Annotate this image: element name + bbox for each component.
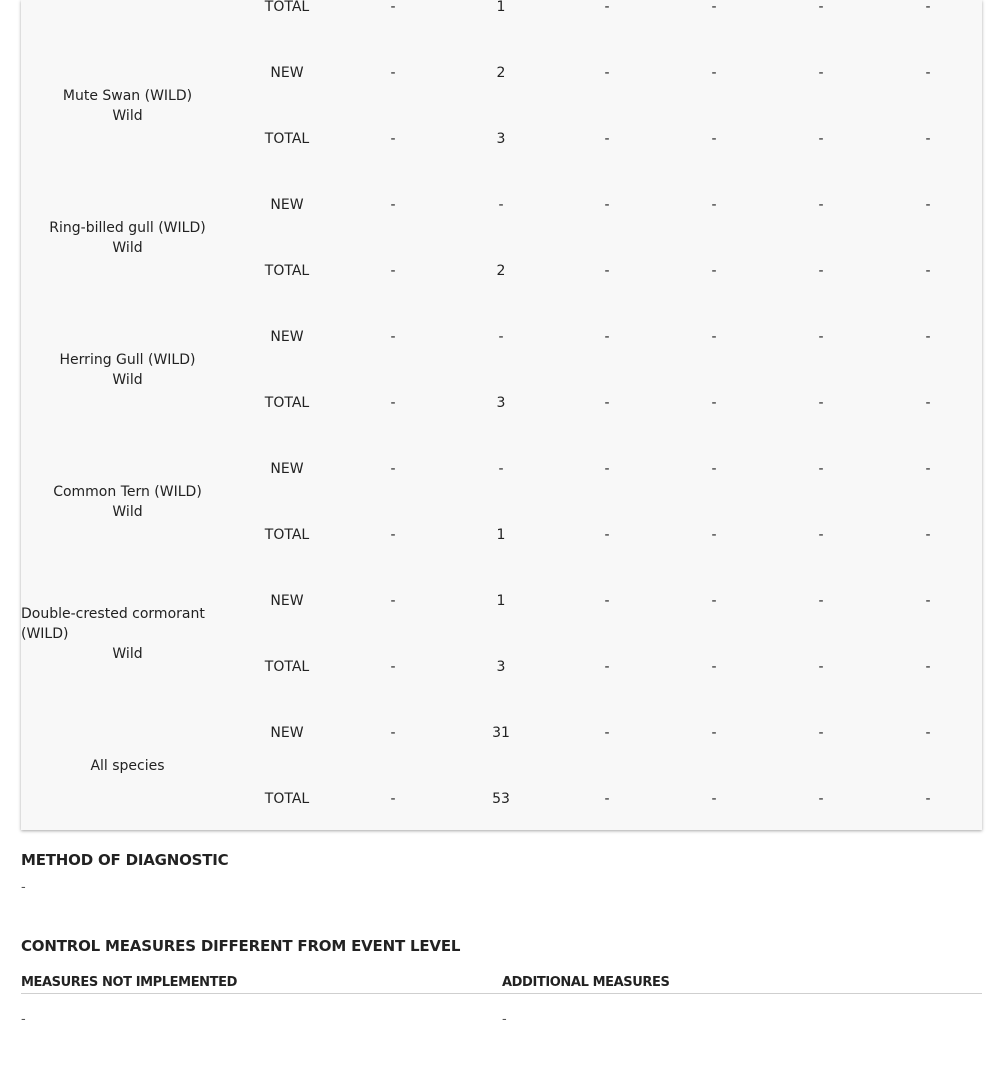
count-cell: -	[925, 329, 931, 345]
count-cell: -	[604, 197, 610, 213]
count-cell: -	[818, 263, 824, 279]
count-cell: -	[711, 461, 717, 477]
row-type-label: TOTAL	[264, 791, 310, 807]
species-cell	[21, 218, 234, 258]
count-cell: -	[818, 725, 824, 741]
row-type-label: NEW	[270, 65, 304, 81]
count-cell: -	[604, 593, 610, 609]
count-cell: 3	[496, 131, 506, 147]
species-category: Wild	[112, 372, 143, 388]
count-cell: -	[711, 65, 717, 81]
count-cell: -	[711, 791, 717, 807]
count-cell: -	[925, 0, 931, 15]
count-cell: -	[818, 791, 824, 807]
count-cell: -	[818, 65, 824, 81]
species-category: Wild	[112, 646, 143, 662]
count-cell: -	[925, 791, 931, 807]
count-cell: 2	[496, 263, 506, 279]
count-cell: -	[925, 395, 931, 411]
count-cell: -	[390, 791, 396, 807]
count-cell: 2	[496, 65, 506, 81]
measures-not-implemented-label: MEASURES NOT IMPLEMENTED	[21, 975, 238, 990]
count-cell: -	[818, 0, 824, 15]
count-cell: -	[711, 197, 717, 213]
row-type-label: NEW	[270, 461, 304, 477]
species-cell	[21, 482, 234, 522]
count-cell: -	[604, 131, 610, 147]
row-type-label: TOTAL	[264, 395, 310, 411]
count-cell: -	[390, 527, 396, 543]
count-cell: -	[711, 263, 717, 279]
count-cell: -	[498, 329, 504, 345]
count-cell: -	[925, 65, 931, 81]
row-type-label: NEW	[270, 593, 304, 609]
count-cell: -	[390, 65, 396, 81]
count-cell: -	[604, 329, 610, 345]
count-cell: -	[818, 659, 824, 675]
row-type-label: TOTAL	[264, 131, 310, 147]
count-cell: -	[498, 461, 504, 477]
count-cell: -	[390, 329, 396, 345]
count-cell: -	[925, 659, 931, 675]
diagnostic-value: -	[21, 880, 26, 895]
row-type-label: TOTAL	[264, 0, 310, 15]
species-name: Mute Swan (WILD)	[62, 88, 193, 104]
count-cell: -	[711, 659, 717, 675]
count-cell: -	[390, 725, 396, 741]
count-cell: -	[604, 725, 610, 741]
additional-measures-value: -	[502, 1012, 507, 1027]
species-cell	[21, 756, 234, 776]
count-cell: -	[818, 461, 824, 477]
control-measures-heading: CONTROL MEASURES DIFFERENT FROM EVENT LEVEL	[21, 937, 461, 955]
diagnostic-heading: METHOD OF DIAGNOSTIC	[21, 851, 229, 869]
count-cell: -	[711, 0, 717, 15]
count-cell: 1	[496, 593, 506, 609]
species-category: Wild	[112, 108, 143, 124]
row-type-label: NEW	[270, 329, 304, 345]
count-cell: -	[925, 527, 931, 543]
count-cell: -	[390, 461, 396, 477]
divider	[21, 993, 982, 994]
count-cell: -	[818, 593, 824, 609]
count-cell: -	[925, 197, 931, 213]
row-type-label: TOTAL	[264, 527, 310, 543]
count-cell: 1	[496, 527, 506, 543]
count-cell: -	[925, 461, 931, 477]
count-cell: -	[390, 263, 396, 279]
count-cell: -	[604, 527, 610, 543]
count-cell: -	[711, 329, 717, 345]
count-cell: 1	[496, 0, 506, 15]
count-cell: 31	[492, 725, 510, 741]
row-type-label: TOTAL	[264, 659, 310, 675]
count-cell: -	[925, 131, 931, 147]
row-type-label: NEW	[270, 197, 304, 213]
count-cell: -	[711, 593, 717, 609]
count-cell: -	[925, 725, 931, 741]
count-cell: -	[604, 263, 610, 279]
count-cell: 3	[496, 395, 506, 411]
count-cell: 3	[496, 659, 506, 675]
count-cell: -	[390, 395, 396, 411]
count-cell: -	[818, 527, 824, 543]
count-cell: -	[925, 593, 931, 609]
count-cell: -	[390, 659, 396, 675]
count-cell: -	[604, 0, 610, 15]
count-cell: -	[711, 527, 717, 543]
species-cell	[21, 604, 234, 664]
row-type-label: TOTAL	[264, 263, 310, 279]
species-category: Wild	[112, 504, 143, 520]
species-category: Wild	[112, 240, 143, 256]
species-cell	[21, 86, 234, 126]
species-cell	[21, 350, 234, 390]
outbreak-species-table	[21, 0, 982, 830]
species-name: Ring-billed gull (WILD)	[49, 220, 206, 236]
count-cell: -	[818, 395, 824, 411]
count-cell: -	[498, 197, 504, 213]
count-cell: -	[925, 263, 931, 279]
count-cell: -	[604, 791, 610, 807]
species-name: Common Tern (WILD)	[53, 484, 202, 500]
count-cell: -	[604, 395, 610, 411]
species-name: Double-crested cormorant (WILD)	[21, 606, 205, 642]
count-cell: -	[604, 659, 610, 675]
count-cell: -	[711, 131, 717, 147]
count-cell: -	[390, 0, 396, 15]
count-cell: -	[818, 197, 824, 213]
count-cell: -	[711, 395, 717, 411]
count-cell: -	[604, 65, 610, 81]
count-cell: -	[390, 593, 396, 609]
count-cell: -	[390, 131, 396, 147]
species-name: All species	[90, 758, 165, 774]
count-cell: -	[711, 725, 717, 741]
additional-measures-label: ADDITIONAL MEASURES	[502, 975, 670, 990]
species-name: Herring Gull (WILD)	[59, 352, 196, 368]
count-cell: -	[818, 329, 824, 345]
count-cell: -	[390, 197, 396, 213]
count-cell: -	[818, 131, 824, 147]
row-type-label: NEW	[270, 725, 304, 741]
count-cell: -	[604, 461, 610, 477]
count-cell: 53	[492, 791, 510, 807]
measures-not-implemented-value: -	[21, 1012, 26, 1027]
